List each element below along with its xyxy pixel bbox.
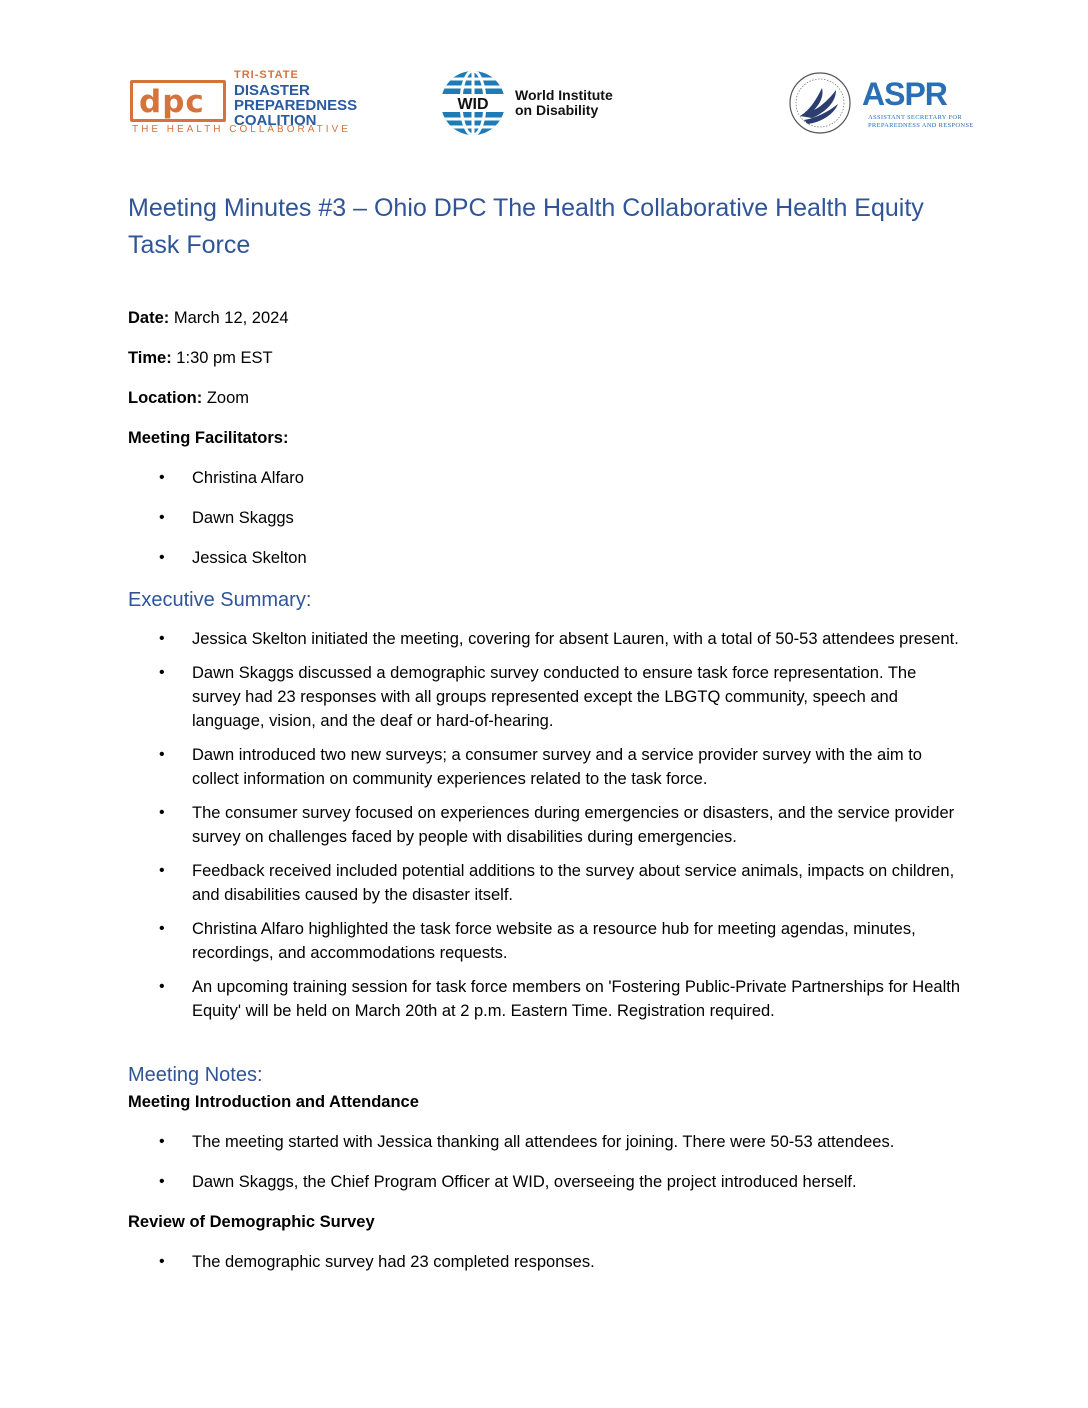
meeting-time bbox=[128, 347, 273, 369]
list-item: • Jessica Skelton initiated the meeting, covering for absent Lauren, with a total of 50-53 attendees present. bbox=[128, 627, 968, 651]
wid-line-1: World Institute bbox=[515, 87, 613, 103]
dpc-logo bbox=[130, 68, 358, 138]
list-item: • Dawn Skaggs, the Chief Program Officer at WID, overseeing the project introduced herself. bbox=[128, 1170, 968, 1194]
list-item: • Dawn Skaggs bbox=[128, 506, 968, 530]
list-item: • The consumer survey focused on experiences during emergencies or disasters, and the service provider survey on challenges faced by people with disabilities during emergencies. bbox=[128, 801, 968, 849]
executive-summary-heading: Executive Summary: bbox=[128, 589, 312, 611]
list-item: • Dawn introduced two new surveys; a consumer survey and a service provider survey with the aim to collect information on community experiences related to the task force. bbox=[128, 743, 968, 791]
dpc-line-4: COALITION bbox=[234, 112, 317, 129]
date-label: Date: bbox=[128, 309, 170, 327]
meeting-location bbox=[128, 387, 249, 409]
time-value: 1:30 pm EST bbox=[171, 349, 273, 367]
list-item: • The meeting started with Jessica thanking all attendees for joining. There were 50-53 attendees. bbox=[128, 1130, 968, 1154]
dpc-wordmark bbox=[234, 68, 357, 128]
intro-attendance-list bbox=[128, 1130, 968, 1194]
demographic-survey-heading: Review of Demographic Survey bbox=[128, 1213, 375, 1231]
list-item: • Christina Alfaro bbox=[128, 466, 968, 490]
list-item: • Jessica Skelton bbox=[128, 546, 968, 570]
meeting-date bbox=[128, 307, 289, 329]
dpc-mark bbox=[130, 80, 226, 122]
facilitators-list bbox=[128, 466, 968, 570]
dpc-letters: dpc bbox=[139, 84, 205, 120]
intro-attendance-heading: Meeting Introduction and Attendance bbox=[128, 1093, 419, 1111]
date-value: March 12, 2024 bbox=[169, 309, 289, 327]
aspr-sub-line-2: PREPAREDNESS AND RESPONSE bbox=[868, 122, 974, 129]
demographic-survey-list bbox=[128, 1250, 968, 1274]
aspr-sub-line-1: ASSISTANT SECRETARY FOR bbox=[868, 114, 962, 121]
document-title: Meeting Minutes #3 – Ohio DPC The Health Collaborative Health Equity Task Force bbox=[128, 194, 924, 259]
meeting-notes-heading: Meeting Notes: bbox=[128, 1064, 263, 1086]
wid-logo bbox=[440, 68, 630, 138]
wid-line-2: on Disability bbox=[515, 102, 599, 118]
list-item: • The demographic survey had 23 completed responses. bbox=[128, 1250, 968, 1274]
dpc-line-1: TRI-STATE bbox=[234, 69, 299, 81]
time-label: Time: bbox=[128, 349, 172, 367]
hhs-seal-icon bbox=[786, 70, 856, 136]
list-item: • An upcoming training session for task force members on 'Fostering Public-Private Partnerships for Health Equity' will be held on March 20th at 2 p.m. Eastern Time. Registration required. bbox=[128, 975, 968, 1023]
dpc-line-3: PREPAREDNESS bbox=[234, 97, 358, 114]
wid-wordmark bbox=[515, 88, 613, 118]
list-item: • Christina Alfaro highlighted the task force website as a resource hub for meeting agendas, minutes, recordings, and accommodations requests. bbox=[128, 917, 968, 965]
facilitators-label: Meeting Facilitators: bbox=[128, 429, 289, 447]
aspr-logo bbox=[786, 68, 974, 138]
dpc-subtitle: THE HEALTH COLLABORATIVE bbox=[132, 124, 351, 135]
aspr-subtitle bbox=[868, 114, 974, 130]
list-item: • Dawn Skaggs discussed a demographic survey conducted to ensure task force representation. The survey had 23 responses with all groups represented except the LBGTQ community, speech and language, vision, and the deaf or hard-of-hearing. bbox=[128, 661, 968, 733]
globe-icon bbox=[440, 70, 506, 136]
wid-globe-text: WID bbox=[457, 96, 489, 113]
executive-summary-list bbox=[128, 627, 968, 1023]
dpc-line-2: DISASTER bbox=[234, 82, 310, 99]
location-label: Location: bbox=[128, 389, 203, 407]
aspr-wordmark: ASPR bbox=[862, 76, 947, 112]
list-item: • Feedback received included potential additions to the survey about service animals, impacts on children, and disabilities caused by the disaster itself. bbox=[128, 859, 968, 907]
location-value: Zoom bbox=[202, 389, 250, 407]
